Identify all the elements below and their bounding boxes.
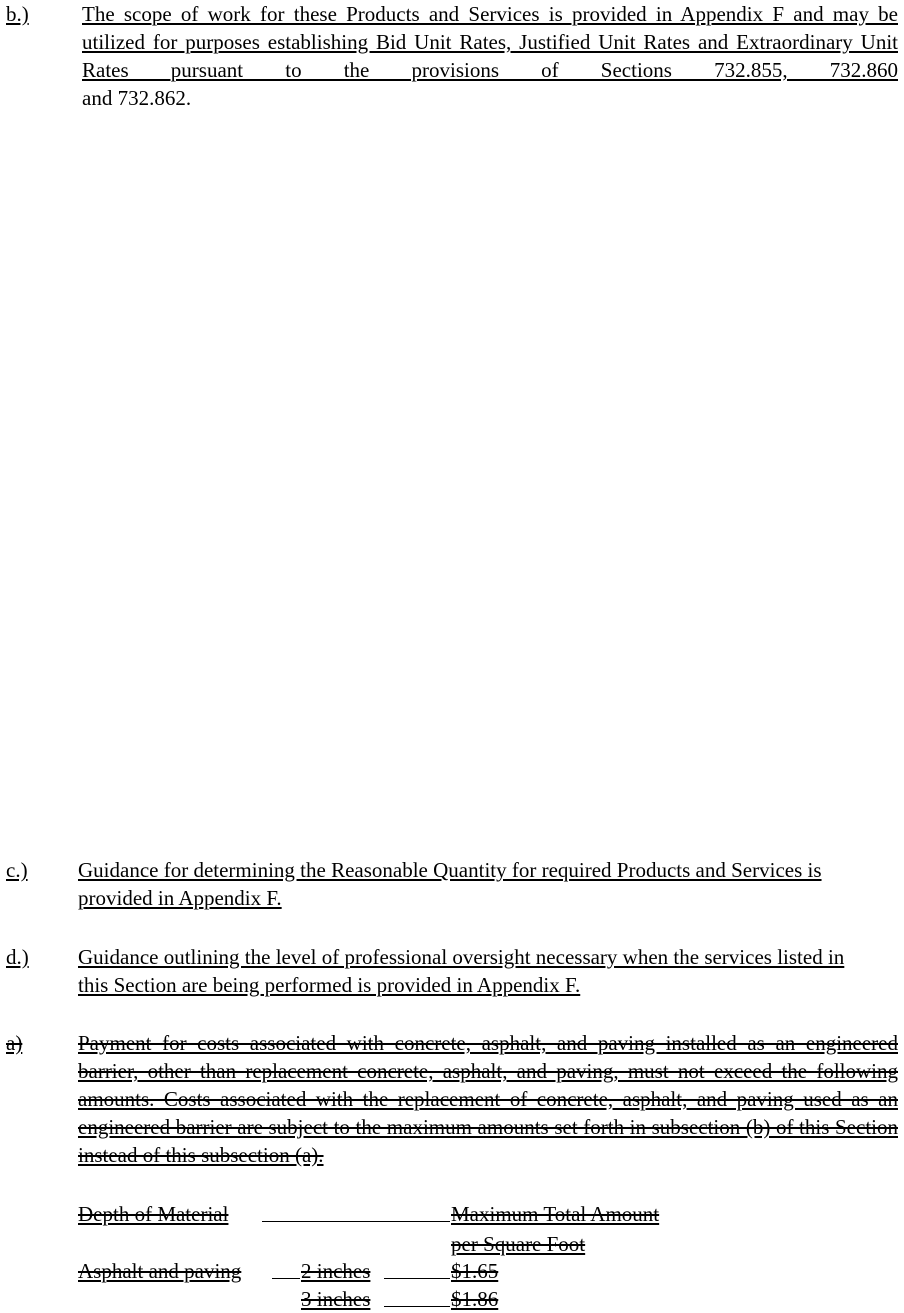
header-maximum-total-amount: Maximum Total Amount [451, 1202, 660, 1226]
header-per-square-foot: per Square Foot [451, 1232, 586, 1256]
row-1-depth: 2 inches [301, 1259, 371, 1283]
paragraph-b [0, 0, 904, 120]
paragraph-a-marker: a) [6, 1031, 23, 1055]
row-2-amount: $1.86 [451, 1287, 499, 1311]
header-depth-of-material: Depth of Material [78, 1202, 229, 1226]
struck-cost-table [0, 1200, 904, 1312]
row-2-depth: 3 inches [301, 1287, 371, 1311]
paragraph-b-underlined-text: The scope of work for these Products and Services is provided in Appendix F and may be utilized for purposes establishing Bid Unit Rates, Justified Unit Rates and Extraordinary Unit Rates pursuant to the provisions of Sections 732.855, 732.860 [82, 2, 898, 82]
row-1-leader-a [272, 1278, 300, 1279]
paragraph-a-struck [0, 1029, 904, 1179]
paragraph-c [0, 856, 904, 916]
paragraph-a-text: Payment for costs associated with concrete, asphalt, and paving installed as an engineered barrier, other than replacement concrete, asphalt, and paving, must not exceed the following amounts. Costs associated with the replacement of concrete, asphalt, and paving used as an engineered barrier are subject to the maximum amounts set forth in subsection (b) of this Section instead of this subsection (a). [78, 1031, 898, 1167]
paragraph-b-marker: b.) [6, 2, 29, 26]
paragraph-d-text: Guidance outlining the level of professional oversight necessary when the services listed in this Section are being performed is provided in Appendix F. [78, 945, 845, 997]
row-2-leader [384, 1306, 450, 1307]
paragraph-b-text [82, 0, 898, 84]
row-1-leader-b [384, 1278, 450, 1279]
paragraph-c-marker: c.) [6, 858, 28, 882]
paragraph-c-text: Guidance for determining the Reasonable Quantity for required Products and Services is provided in Appendix F. [78, 858, 822, 910]
paragraph-b-last-line: and 732.862. [82, 86, 192, 110]
row-1-material: Asphalt and paving [78, 1259, 242, 1283]
row-1-amount: $1.65 [451, 1259, 499, 1283]
paragraph-d [0, 943, 904, 1003]
paragraph-d-marker: d.) [6, 945, 29, 969]
header-leader-line [262, 1221, 450, 1222]
